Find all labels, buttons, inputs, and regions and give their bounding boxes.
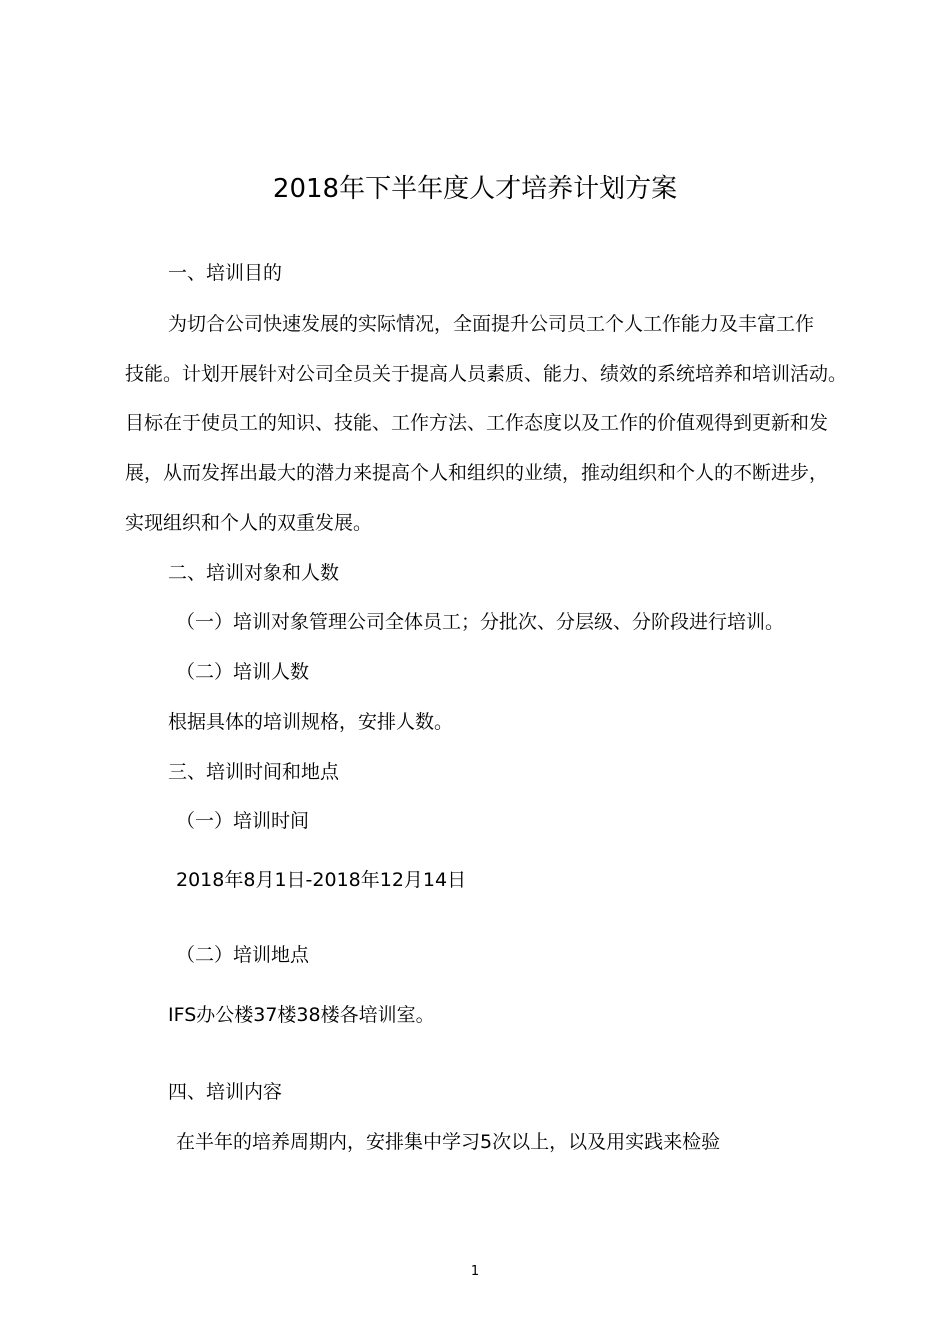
paragraph-line: 为切合公司快速发展的实际情况，全面提升公司员工个人工作能力及丰富工作 — [168, 313, 815, 335]
subsection-training-headcount: （二）培训人数 — [176, 661, 310, 683]
paragraph-line: 展，从而发挥出最大的潜力来提高个人和组织的业绩，推动组织和个人的不断进步， — [125, 462, 829, 484]
training-place-text: IFS办公楼37楼38楼各培训室。 — [168, 1004, 435, 1026]
page-number: 1 — [470, 1264, 480, 1279]
paragraph-line: 实现组织和个人的双重发展。 — [125, 512, 373, 534]
section-heading-time-and-place: 三、培训时间和地点 — [168, 761, 340, 783]
section-heading-training-content: 四、培训内容 — [168, 1081, 283, 1103]
subsection-training-place: （二）培训地点 — [176, 944, 310, 966]
paragraph-line: 技能。计划开展针对公司全员关于提高人员素质、能力、绩效的系统培养和培训活动。 — [125, 363, 848, 385]
section-heading-training-targets: 二、培训对象和人数 — [168, 562, 340, 584]
subsection-training-targets: （一）培训对象管理公司全体员工；分批次、分层级、分阶段进行培训。 — [176, 611, 785, 633]
headcount-text: 根据具体的培训规格，安排人数。 — [168, 711, 454, 733]
subsection-training-time: （一）培训时间 — [176, 810, 310, 832]
training-time-text: 2018年8月1日-2018年12月14日 — [176, 869, 467, 891]
paragraph-line: 目标在于使员工的知识、技能、工作方法、工作态度以及工作的价值观得到更新和发 — [125, 412, 829, 434]
section-heading-training-purpose: 一、培训目的 — [168, 262, 283, 284]
training-content-text: 在半年的培养周期内，安排集中学习5次以上，以及用实践来检验 — [176, 1131, 721, 1153]
document-title: 2018年下半年度人才培养计划方案 — [272, 174, 678, 204]
